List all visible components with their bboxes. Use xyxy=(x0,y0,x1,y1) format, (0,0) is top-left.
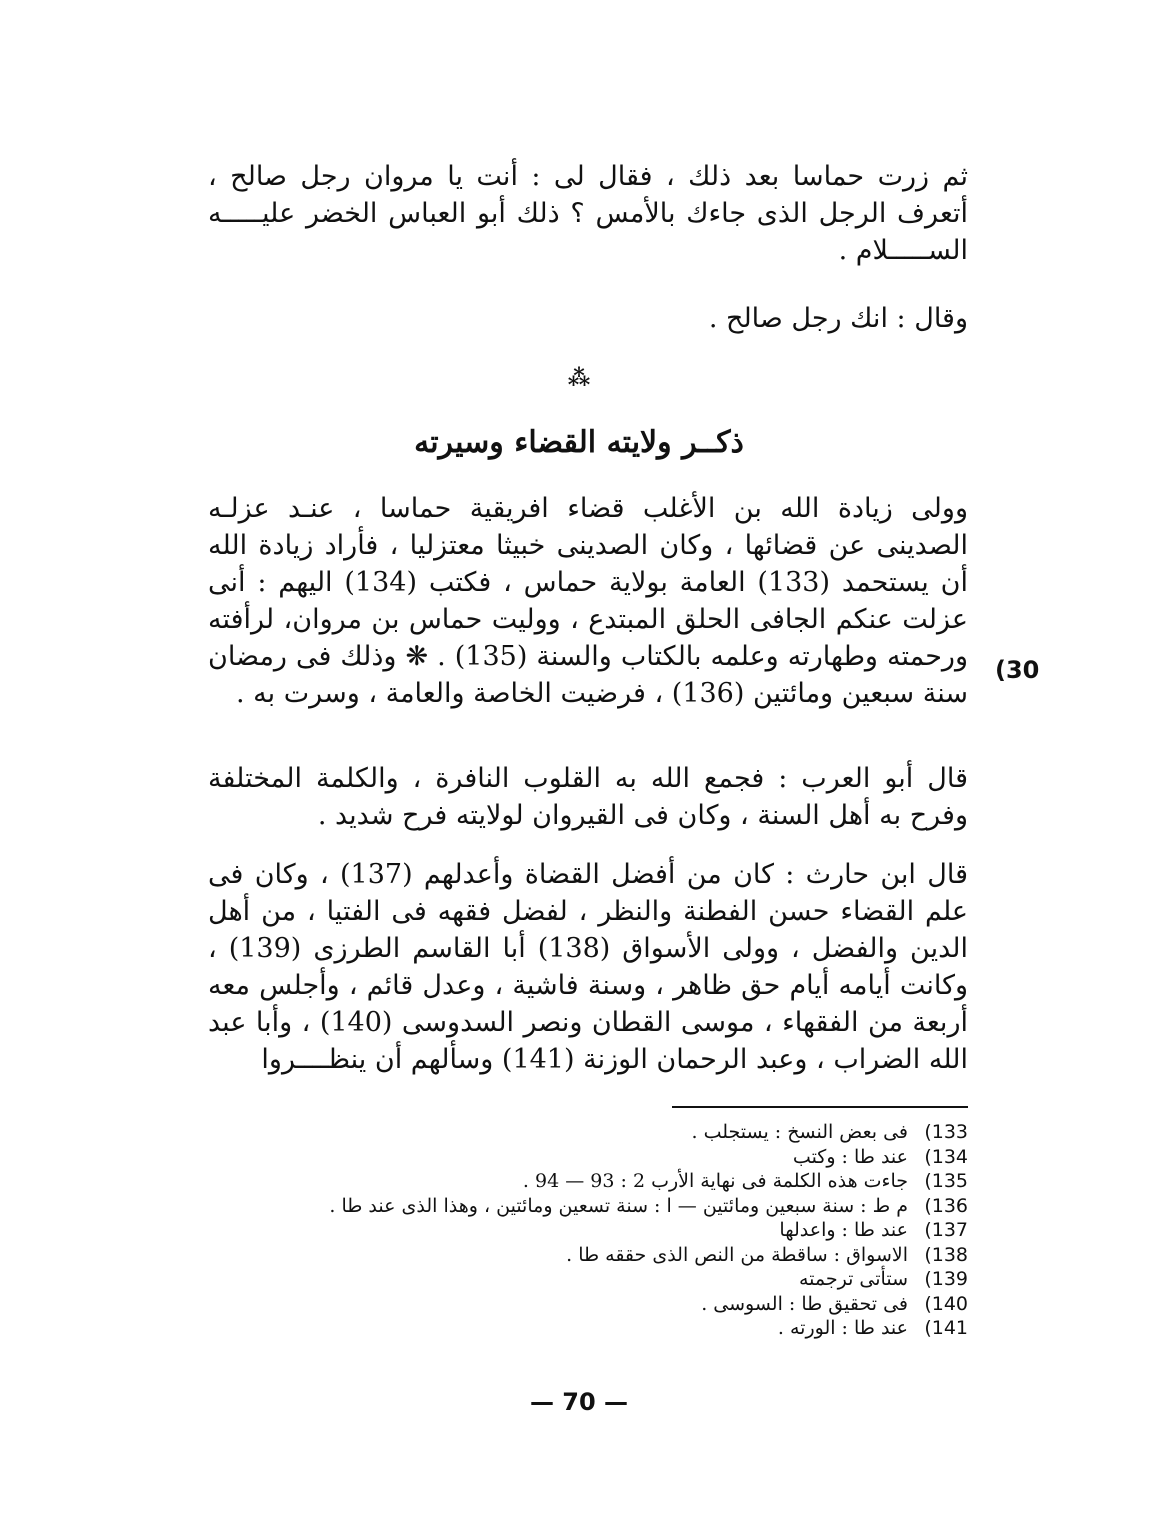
footnote-item xyxy=(208,1169,968,1194)
section-heading: ذكــر ولايته القضاء وسيرته xyxy=(414,425,744,460)
footnote-text: الاسواق : ساقطة من النص الذى حققه طا . xyxy=(566,1243,908,1266)
footnote-number: 138) xyxy=(924,1243,968,1266)
footnote-text: فى تحقيق طا : السوسى . xyxy=(701,1292,908,1315)
footnote-item xyxy=(208,1218,968,1243)
footnote-text: فى بعض النسخ : يستجلب . xyxy=(691,1121,908,1143)
footnote-number: 134) xyxy=(924,1145,968,1168)
paragraph-3: وولى زيادة الله بن الأغلب قضاء افريقية حماسا ، عنـد عزلـه الصدينى عن قضائها ، وكان الصدينى خبيثا معتزليا ، فأراد زيادة الله أن يستحمد (133) العامة بولاية حماس ، فكتب (134) اليهم : أنى عزلت عنكم الجافى الحلق المبتدع ، ووليت حماس بن مروان، لرأفته ورحمته وطهارته وعلمه بالكتاب والسنة (135) . ❋ وذلك فى رمضان سنة سبعين ومائتين (136) ، فرضيت الخاصة والعامة ، وسرت به . xyxy=(208,493,968,709)
footnote-item xyxy=(208,1243,968,1268)
footnote-number: 133) xyxy=(924,1121,968,1143)
footnote-item xyxy=(208,1267,968,1292)
paragraph-5: قال ابن حارث : كان من أفضل القضاة وأعدلهم (137) ، وكان فى علم القضاء حسن الفطنة والنظر ، لفضل فقهه فى الفتيا ، من أهل الدين والفضل ، وولى الأسواق (138) أبا القاسم الطرزى (139) ، وكانت أيامه أيام حق ظاهر ، وسنة فاشية ، وعدل قائم ، وأجلس معه أربعة من الفقهاء ، موسى القطان ونصر السدوسى (140) ، وأبا عبد الله الضراب ، وعبد الرحمان الوزنة (141) وسألهم أن ينظــــروا xyxy=(208,859,968,1075)
footnote-number: 135) xyxy=(924,1170,968,1192)
paragraph-1: ثم زرت حماسا بعد ذلك ، فقال لى : أنت يا مروان رجل صالح ، أتعرف الرجل الذى جاءك بالأمس ؟ ذلك أبو العباس الخضر عليـــــه الســـــلام . xyxy=(208,161,968,266)
footnote-number: 137) xyxy=(924,1219,968,1241)
footnotes-list xyxy=(208,1120,968,1341)
footnote-text: جاءت هذه الكلمة فى نهاية الأرب 2 : 93 — 94 . xyxy=(522,1170,908,1192)
footnote-text: عند طا : الورته . xyxy=(777,1317,908,1339)
footnote-number: 141) xyxy=(924,1317,968,1339)
footnote-number: 140) xyxy=(924,1292,968,1315)
footnote-text: م ط : سنة سبعين ومائتين — ا : سنة تسعين ومائتين ، وهذا الذى عند طا . xyxy=(329,1194,908,1217)
footnote-number: 136) xyxy=(924,1194,968,1217)
footnote-item xyxy=(208,1145,968,1170)
footnote-divider xyxy=(672,1106,968,1108)
paragraph-2: وقال : انك رجل صالح . xyxy=(708,303,968,334)
page-number: — 70 — xyxy=(529,1388,629,1416)
footnote-item xyxy=(208,1194,968,1219)
margin-folio-marker: (30 xyxy=(995,656,1040,684)
footnote-item xyxy=(208,1316,968,1341)
footnote-text: عند طا : واعدلها xyxy=(779,1219,908,1241)
section-separator-asterisks: ⁂ xyxy=(567,365,591,391)
footnote-number: 139) xyxy=(924,1268,968,1290)
footnote-text: ستأتى ترجمته xyxy=(798,1268,908,1290)
footnote-item xyxy=(208,1120,968,1145)
footnote-text: عند طا : وكتب xyxy=(792,1145,908,1168)
footnote-item xyxy=(208,1292,968,1317)
paragraph-4: قال أبو العرب : فجمع الله به القلوب النافرة ، والكلمة المختلفة وفرح به أهل السنة ، وكان فى القيروان لولايته فرح شديد . xyxy=(208,763,968,831)
